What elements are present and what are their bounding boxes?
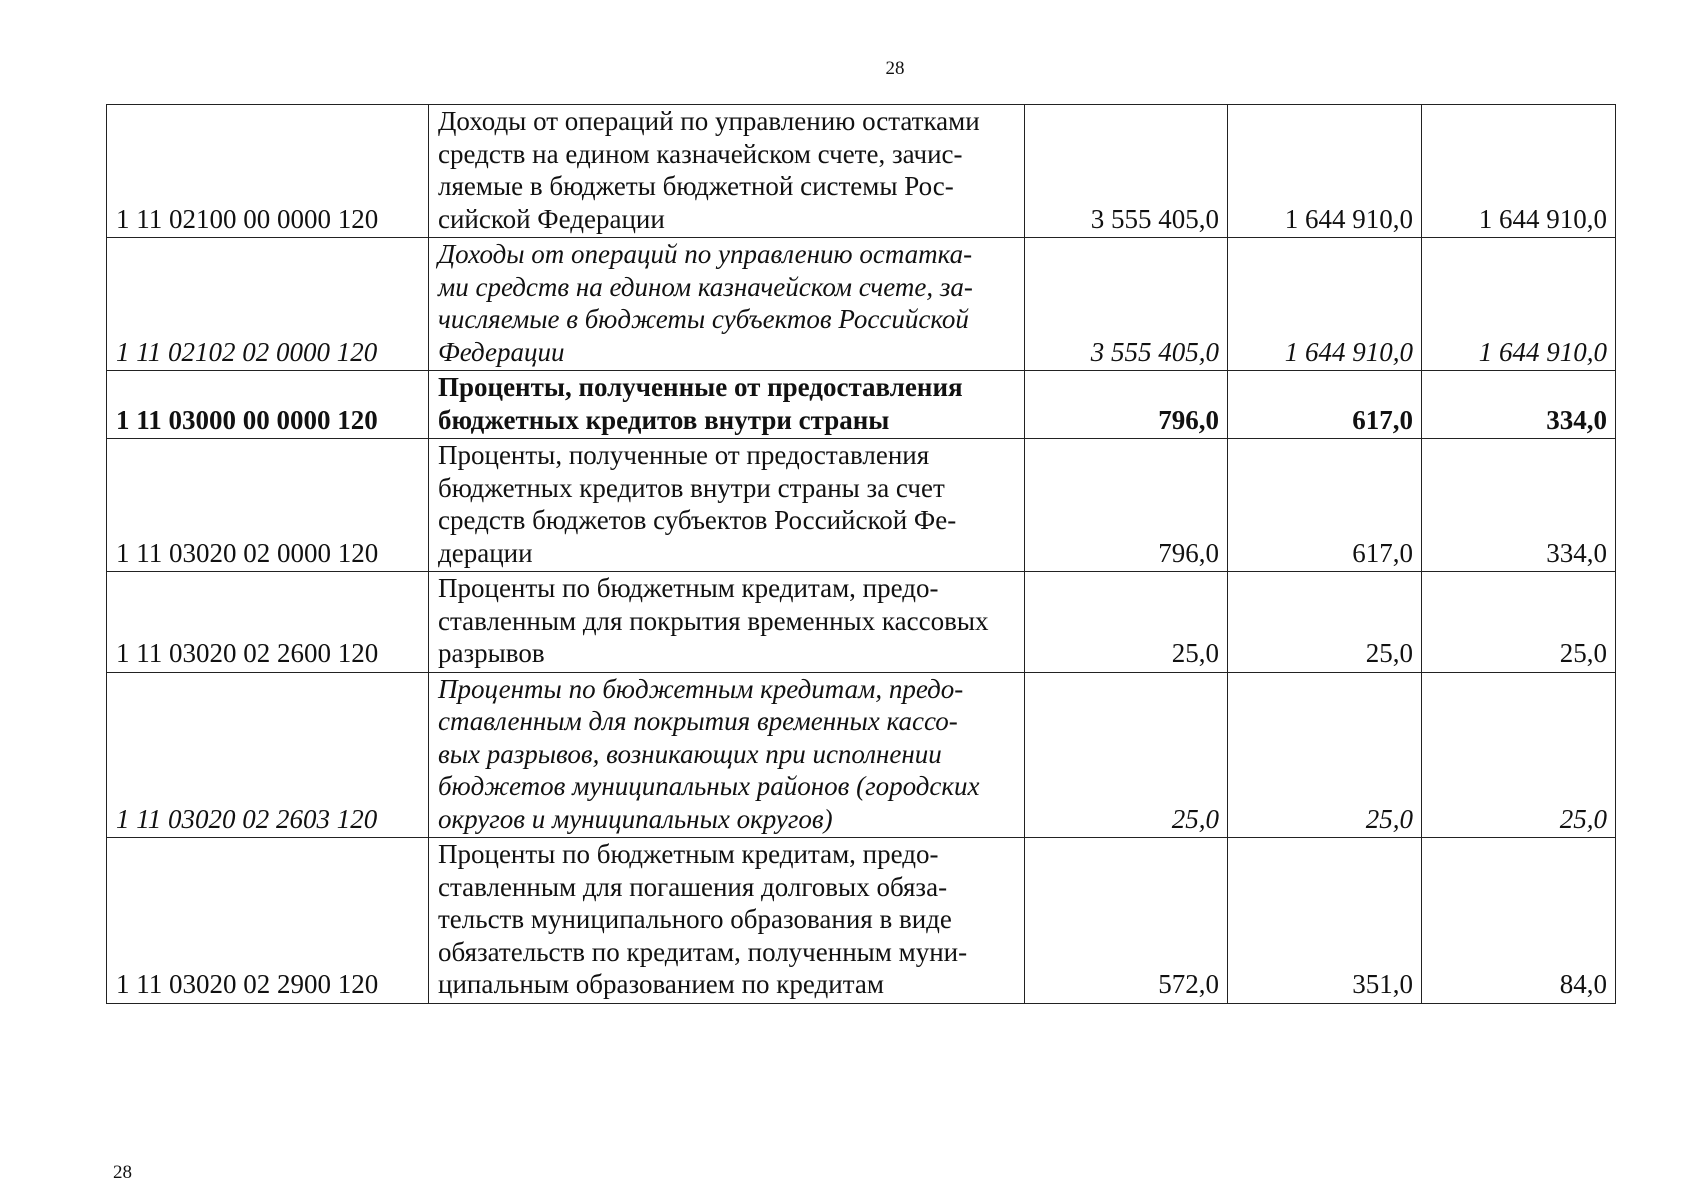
revenue-name-line: ляемые в бюджеты бюджетной системы Рос- xyxy=(438,171,954,201)
revenue-name-line: округов и муниципальных округов) xyxy=(438,803,833,834)
revenue-name-cell xyxy=(429,572,1025,673)
amount-cell-year-3: 25,0 xyxy=(1422,672,1616,838)
budget-code-cell: 1 11 02102 02 0000 120 xyxy=(107,238,429,371)
revenue-name-line: Проценты по бюджетным кредитам, предо- xyxy=(438,673,964,704)
amount-cell-year-3: 334,0 xyxy=(1422,371,1616,439)
table-row xyxy=(107,371,1616,439)
table-body xyxy=(107,105,1616,1004)
amount-cell-year-2: 1 644 910,0 xyxy=(1228,238,1422,371)
table-row xyxy=(107,672,1616,838)
revenue-name-line: сийской Федерации xyxy=(438,203,665,234)
revenue-name-line: ставленным для покрытия временных кассовых xyxy=(438,605,989,636)
revenue-name-line: ставленным для покрытия временных кассо- xyxy=(438,706,958,736)
revenue-name-line: разрывов xyxy=(438,638,545,668)
amount-cell-year-2: 351,0 xyxy=(1228,838,1422,1004)
amount-cell-year-1: 572,0 xyxy=(1025,838,1228,1004)
budget-code-cell: 1 11 03020 02 2900 120 xyxy=(107,838,429,1004)
table-row xyxy=(107,572,1616,673)
revenue-name-line: бюджетов муниципальных районов (городских xyxy=(438,771,980,801)
revenue-name-line: обязательств по кредитам, полученным муни- xyxy=(438,936,968,967)
amount-cell-year-1: 3 555 405,0 xyxy=(1025,238,1228,371)
revenue-name-line: Проценты, полученные от предоставления xyxy=(438,440,930,470)
budget-code-cell: 1 11 03020 02 2603 120 xyxy=(107,672,429,838)
amount-cell-year-2: 617,0 xyxy=(1228,371,1422,439)
table-row xyxy=(107,838,1616,1004)
revenue-name-line: Доходы от операций по управлению остатка- xyxy=(438,239,973,269)
amount-cell-year-1: 3 555 405,0 xyxy=(1025,105,1228,238)
amount-cell-year-3: 334,0 xyxy=(1422,439,1616,572)
revenue-name-cell xyxy=(429,371,1025,439)
amount-cell-year-1: 25,0 xyxy=(1025,572,1228,673)
page-number-bottom: 28 xyxy=(113,1162,132,1183)
revenue-name-line: средств на едином казначейском счете, зачис- xyxy=(438,138,963,169)
revenue-name-line: дерации xyxy=(438,537,533,568)
revenue-name-line: Проценты по бюджетным кредитам, предо- xyxy=(438,839,939,869)
budget-revenue-table xyxy=(106,104,1616,1004)
table-row xyxy=(107,238,1616,371)
amount-cell-year-2: 1 644 910,0 xyxy=(1228,105,1422,238)
amount-cell-year-3: 25,0 xyxy=(1422,572,1616,673)
revenue-name-line: Проценты по бюджетным кредитам, предо- xyxy=(438,573,939,603)
revenue-name-cell xyxy=(429,238,1025,371)
revenue-name-line: числяемые в бюджеты субъектов Российской xyxy=(438,304,969,334)
table-row xyxy=(107,105,1616,238)
revenue-name-line: Федерации xyxy=(438,336,565,367)
amount-cell-year-1: 796,0 xyxy=(1025,371,1228,439)
amount-cell-year-2: 25,0 xyxy=(1228,572,1422,673)
revenue-name-line: средств бюджетов субъектов Российской Фе- xyxy=(438,505,957,535)
budget-code-cell: 1 11 03020 02 2600 120 xyxy=(107,572,429,673)
revenue-name-cell xyxy=(429,105,1025,238)
amount-cell-year-3: 1 644 910,0 xyxy=(1422,238,1616,371)
table-row xyxy=(107,439,1616,572)
amount-cell-year-1: 796,0 xyxy=(1025,439,1228,572)
amount-cell-year-2: 25,0 xyxy=(1228,672,1422,838)
revenue-name-line: Доходы от операций по управлению остатками xyxy=(438,106,980,136)
amount-cell-year-3: 84,0 xyxy=(1422,838,1616,1004)
budget-code-cell: 1 11 03000 00 0000 120 xyxy=(107,371,429,439)
budget-code-cell: 1 11 03020 02 0000 120 xyxy=(107,439,429,572)
revenue-name-line: тельств муниципального образования в виде xyxy=(438,904,952,934)
revenue-name-line: бюджетных кредитов внутри страны за счет xyxy=(438,472,945,503)
revenue-name-cell xyxy=(429,838,1025,1004)
amount-cell-year-3: 1 644 910,0 xyxy=(1422,105,1616,238)
revenue-name-line: бюджетных кредитов внутри страны xyxy=(438,404,890,435)
amount-cell-year-1: 25,0 xyxy=(1025,672,1228,838)
revenue-name-line: ставленным для погашения долговых обяза- xyxy=(438,871,948,902)
revenue-name-line: ми средств на едином казначейском счете, за- xyxy=(438,271,973,302)
revenue-name-cell xyxy=(429,672,1025,838)
revenue-name-line: ципальным образованием по кредитам xyxy=(438,969,884,999)
page-number-top: 28 xyxy=(885,58,905,79)
revenue-name-line: вых разрывов, возникающих при исполнении xyxy=(438,738,942,769)
revenue-name-line: Проценты, полученные от предоставления xyxy=(438,372,963,402)
budget-code-cell: 1 11 02100 00 0000 120 xyxy=(107,105,429,238)
revenue-name-cell xyxy=(429,439,1025,572)
amount-cell-year-2: 617,0 xyxy=(1228,439,1422,572)
